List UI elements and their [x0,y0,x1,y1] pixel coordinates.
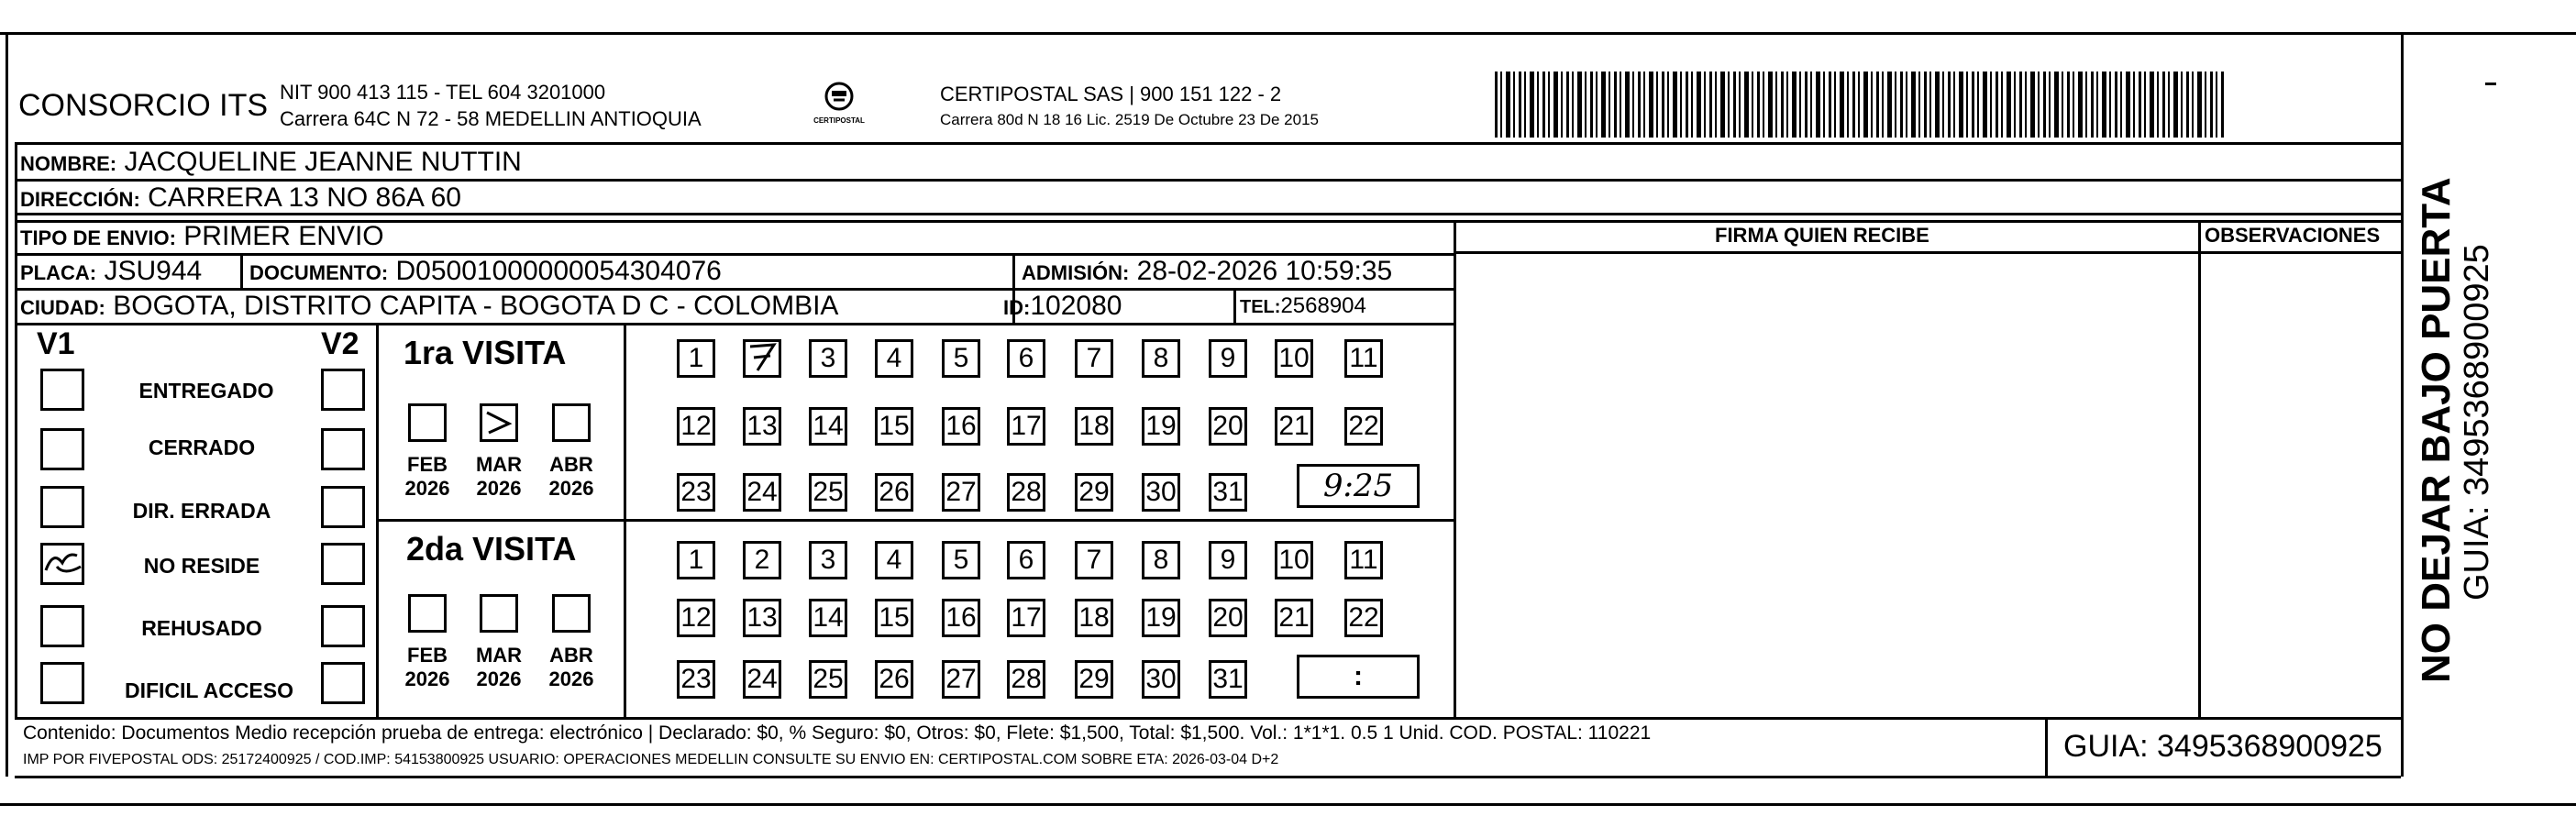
month-box-feb-1[interactable] [408,403,447,442]
v1-checkbox-cerrado[interactable] [40,428,84,470]
second-visit-day-3[interactable]: 3 [809,541,847,579]
second-visit-day-30[interactable]: 30 [1142,660,1180,699]
tipo-value: PRIMER ENVIO [183,221,384,251]
first-visit-day-23[interactable]: 23 [677,473,715,512]
tipo-label: TIPO DE ENVIO: [20,226,176,249]
status-dificil-acceso: DIFICIL ACCESO [124,678,293,702]
first-visit-day-30[interactable]: 30 [1142,473,1180,512]
month-label-feb-2: FEB 2026 [404,644,450,690]
bottom-border [0,803,2576,806]
status-dir-errada: DIR. ERRADA [132,499,271,523]
right-border [2401,32,2404,777]
guia-box-left [2045,717,2048,777]
logo-icon [807,78,871,133]
first-visit-day-24[interactable]: 24 [743,473,781,512]
documento-row [249,256,722,287]
firma-header: FIRMA QUIEN RECIBE [1715,224,1929,247]
handwritten-mark-icon [743,339,781,378]
row-line [15,179,2401,182]
first-visit-day-2[interactable] [743,339,781,378]
direccion-value: CARRERA 13 NO 86A 60 [148,182,461,213]
v1-checkbox-rehusado[interactable] [40,605,84,647]
second-visit-day-8[interactable]: 8 [1142,541,1180,579]
placa-row [20,256,202,287]
placa-value: JSU944 [104,256,203,286]
month-label-mar-2: MAR 2026 [475,644,523,690]
first-visit-day-1[interactable]: 1 [677,339,715,378]
second-visit-day-12[interactable]: 12 [677,599,715,637]
col-line [2198,220,2201,718]
col-line [1454,220,1456,718]
second-visit-day-6[interactable]: 6 [1007,541,1045,579]
month-box-feb-2[interactable] [408,594,447,633]
address-line: Carrera 64C N 72 - 58 MEDELLIN ANTIOQUIA [280,107,702,130]
second-visit-day-2[interactable]: 2 [743,541,781,579]
first-visit-day-6[interactable]: 6 [1007,339,1045,378]
second-visit-day-14[interactable]: 14 [809,599,847,637]
row-line [15,323,1454,325]
second-visit-day-26[interactable]: 26 [875,660,913,699]
documento-value: D05001000000054304076 [395,256,722,286]
second-visit-day-31[interactable]: 31 [1209,660,1247,699]
second-visit-day-5[interactable]: 5 [942,541,980,579]
logo-caption: CERTIPOSTAL [813,116,865,125]
month-label-mar-1: MAR 2026 [475,453,523,500]
first-visit-day-3[interactable]: 3 [809,339,847,378]
first-visit-day-7[interactable]: 7 [1075,339,1113,378]
handwritten-check-icon [40,543,84,585]
first-visit-day-19[interactable]: 19 [1142,407,1180,446]
first-visit-day-27[interactable]: 27 [942,473,980,512]
month-label-feb-1: FEB 2026 [404,453,450,500]
v1-label: V1 [37,326,75,361]
first-visit-title: 1ra VISITA [404,334,567,371]
col-line [240,253,243,288]
second-visit-day-21[interactable]: 21 [1275,599,1313,637]
admision-label: ADMISIÓN: [1022,261,1130,284]
company-name: CONSORCIO ITS [18,88,269,123]
direccion-row [20,182,461,214]
v1-checkbox-entregado[interactable] [40,369,84,411]
first-visit-day-20[interactable]: 20 [1209,407,1247,446]
row-line [376,519,624,522]
barcode [1495,72,2224,138]
ciudad-label: CIUDAD: [20,296,105,319]
first-visit-day-21[interactable]: 21 [1275,407,1313,446]
second-visit-day-29[interactable]: 29 [1075,660,1113,699]
v2-checkbox-rehusado[interactable] [321,605,365,647]
first-visit-day-13[interactable]: 13 [743,407,781,446]
second-visit-day-4[interactable]: 4 [875,541,913,579]
ciudad-row [20,291,838,322]
no-dejar-bajo-puerta: NO DEJAR BAJO PUERTA [2414,177,2459,683]
handwritten-mark-icon [480,403,518,442]
first-visit-day-14[interactable]: 14 [809,407,847,446]
corner-mark [2485,83,2496,85]
v1-checkbox-dir-errada[interactable] [40,486,84,528]
courier-line-2: Carrera 80d N 18 16 Lic. 2519 De Octubre 23 De 2015 [940,111,1319,128]
v2-checkbox-entregado[interactable] [321,369,365,411]
nombre-label: NOMBRE: [20,152,117,175]
second-visit-day-9[interactable]: 9 [1209,541,1247,579]
second-visit-day-13[interactable]: 13 [743,599,781,637]
admision-value: 28-02-2026 10:59:35 [1136,256,1393,286]
status-rehusado: REHUSADO [141,616,262,640]
second-visit-day-23[interactable]: 23 [677,660,715,699]
id-value: 102080 [1030,291,1122,321]
nombre-value: JACQUELINE JEANNE NUTTIN [124,147,522,177]
second-visit-title: 2da VISITA [406,530,577,568]
top-border [0,32,2576,35]
second-visit-day-16[interactable]: 16 [942,599,980,637]
admision-row [1022,256,1392,287]
footer-content-line: Contenido: Documentos Medio recepción prueba de entrega: electrónico | Declarado: $0, % Seguro: $0, Otros: $0, Flete: $1,500, Total: $1,500. Vol.: 1*1*1. 0.5 1 Unid. COD. POSTAL: 110221 [23,722,1652,744]
v2-checkbox-cerrado[interactable] [321,428,365,470]
v2-checkbox-no-reside[interactable] [321,543,365,585]
second-visit-day-1[interactable]: 1 [677,541,715,579]
certipostal-logo [807,78,871,133]
status-entregado: ENTREGADO [138,379,274,402]
second-visit-day-15[interactable]: 15 [875,599,913,637]
first-visit-day-9[interactable]: 9 [1209,339,1247,378]
v2-checkbox-dificil-acceso[interactable] [321,662,365,704]
second-visit-day-24[interactable]: 24 [743,660,781,699]
first-visit-day-15[interactable]: 15 [875,407,913,446]
side-guia: GUIA: 3495368900925 [2458,244,2496,601]
v2-checkbox-dir-errada[interactable] [321,486,365,528]
month-box-mar-1[interactable] [480,403,518,442]
second-visit-day-22[interactable]: 22 [1344,599,1383,637]
courier-line-1: CERTIPOSTAL SAS | 900 151 122 - 2 [940,83,1282,105]
id-row [1003,291,1122,322]
status-no-reside: NO RESIDE [143,554,260,578]
second-visit-time-box[interactable]: : [1297,655,1420,699]
ciudad-value: BOGOTA, DISTRITO CAPITA - BOGOTA D C - COLOMBIA [113,291,839,321]
second-visit-day-10[interactable]: 10 [1275,541,1313,579]
direccion-label: DIRECCIÓN: [20,188,140,211]
documento-label: DOCUMENTO: [249,261,389,284]
status-cerrado: CERRADO [148,436,256,459]
first-visit-day-17[interactable]: 17 [1007,407,1045,446]
col-line [1233,288,1236,323]
first-visit-day-5[interactable]: 5 [942,339,980,378]
v1-checkbox-dificil-acceso[interactable] [40,662,84,704]
tipo-row [20,221,384,252]
v2-label: V2 [321,326,359,361]
placa-label: PLACA: [20,261,97,284]
footer-imp-line: IMP POR FIVEPOSTAL ODS: 25172400925 / COD.IMP: 54153800925 USUARIO: OPERACIONES MEDELLIN CONSULTE SU ENVIO EN: CERTIPOSTAL.COM SOBRE ETA: 2026-03-04 D+2 [23,752,1279,767]
footer-guia: GUIA: 3495368900925 [2063,729,2383,764]
tel-label: TEL: [1240,297,1281,317]
first-visit-day-29[interactable]: 29 [1075,473,1113,512]
first-visit-day-31[interactable]: 31 [1209,473,1247,512]
observaciones-header: OBSERVACIONES [2205,224,2381,247]
first-visit-day-8[interactable]: 8 [1142,339,1180,378]
first-visit-day-16[interactable]: 16 [942,407,980,446]
month-label-abr-1: ABR 2026 [548,453,594,500]
first-visit-day-22[interactable]: 22 [1344,407,1383,446]
second-visit-day-11[interactable]: 11 [1344,541,1383,579]
first-visit-day-28[interactable]: 28 [1007,473,1045,512]
col-header-line [1454,251,2401,254]
month-label-abr-2: ABR 2026 [548,644,594,690]
second-visit-day-7[interactable]: 7 [1075,541,1113,579]
tel-value: 2568904 [1280,293,1366,318]
first-visit-day-4[interactable]: 4 [875,339,913,378]
row-line [624,519,1454,522]
id-label: ID: [1003,296,1031,319]
second-visit-day-17[interactable]: 17 [1007,599,1045,637]
form-left [15,142,17,718]
first-visit-time-box[interactable]: 9:25 [1297,464,1420,508]
first-visit-day-10[interactable]: 10 [1275,339,1313,378]
month-box-abr-2[interactable] [552,594,591,633]
first-visit-day-26[interactable]: 26 [875,473,913,512]
second-visit-day-27[interactable]: 27 [942,660,980,699]
v1-checkbox-no-reside[interactable] [40,543,84,585]
tel-row [1240,293,1366,319]
first-visit-day-25[interactable]: 25 [809,473,847,512]
second-visit-day-20[interactable]: 20 [1209,599,1247,637]
footer-top-line [15,717,2401,720]
first-visit-day-12[interactable]: 12 [677,407,715,446]
nit-line: NIT 900 413 115 - TEL 604 3201000 [280,81,606,104]
second-visit-day-18[interactable]: 18 [1075,599,1113,637]
footer-bottom-line [15,776,2401,778]
second-visit-day-28[interactable]: 28 [1007,660,1045,699]
left-border [6,32,8,777]
second-visit-day-19[interactable]: 19 [1142,599,1180,637]
second-visit-day-25[interactable]: 25 [809,660,847,699]
first-visit-day-11[interactable]: 11 [1344,339,1383,378]
nombre-row [20,147,522,178]
month-box-abr-1[interactable] [552,403,591,442]
month-box-mar-2[interactable] [480,594,518,633]
row-line [15,142,2401,145]
first-visit-day-18[interactable]: 18 [1075,407,1113,446]
